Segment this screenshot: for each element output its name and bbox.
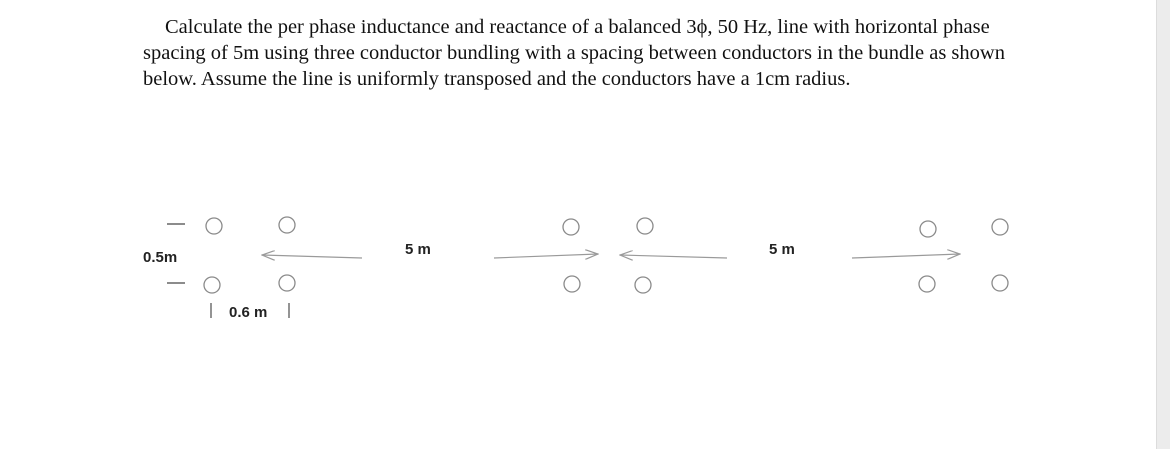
phase-a-conductor-top-left <box>206 218 222 234</box>
phase-a-conductor-top-right <box>279 217 295 233</box>
page-edge-shadow <box>1156 0 1170 449</box>
horizontal-spacing-label: 0.6 m <box>229 304 268 321</box>
phase-ab-arrow-right <box>494 254 598 258</box>
phase-ab-arrow-left <box>262 255 362 258</box>
phase-a-conductor-bottom-left <box>204 277 220 293</box>
phase-c-conductor-top-right <box>992 219 1008 235</box>
phase-b-conductor-top-left <box>563 219 579 235</box>
phase-c-conductor-bottom-left <box>919 276 935 292</box>
phase-bc-spacing-label: 5 m <box>769 241 795 258</box>
phase-b-conductor-bottom-left <box>564 276 580 292</box>
phase-c-conductor-bottom-right <box>992 275 1008 291</box>
vertical-spacing-label: 0.5m <box>143 249 178 266</box>
phase-bc-arrow-left <box>620 255 727 258</box>
phase-b-conductor-top-right <box>637 218 653 234</box>
phase-bc-arrow-right <box>852 254 960 258</box>
phase-ab-spacing-label: 5 m <box>405 241 431 258</box>
phase-a-conductor-bottom-right <box>279 275 295 291</box>
phase-c-conductor-top-left <box>920 221 936 237</box>
phase-b-conductor-bottom-right <box>635 277 651 293</box>
problem-statement: Calculate the per phase inductance and reactance of a balanced 3ϕ, 50 Hz, line with horizontal phase spacing of 5m using three conductor bundling with a spacing between conductors in the bundle as shown below. Assume the line is uniformly transposed and the conductors have a 1cm radius. <box>143 16 1005 90</box>
